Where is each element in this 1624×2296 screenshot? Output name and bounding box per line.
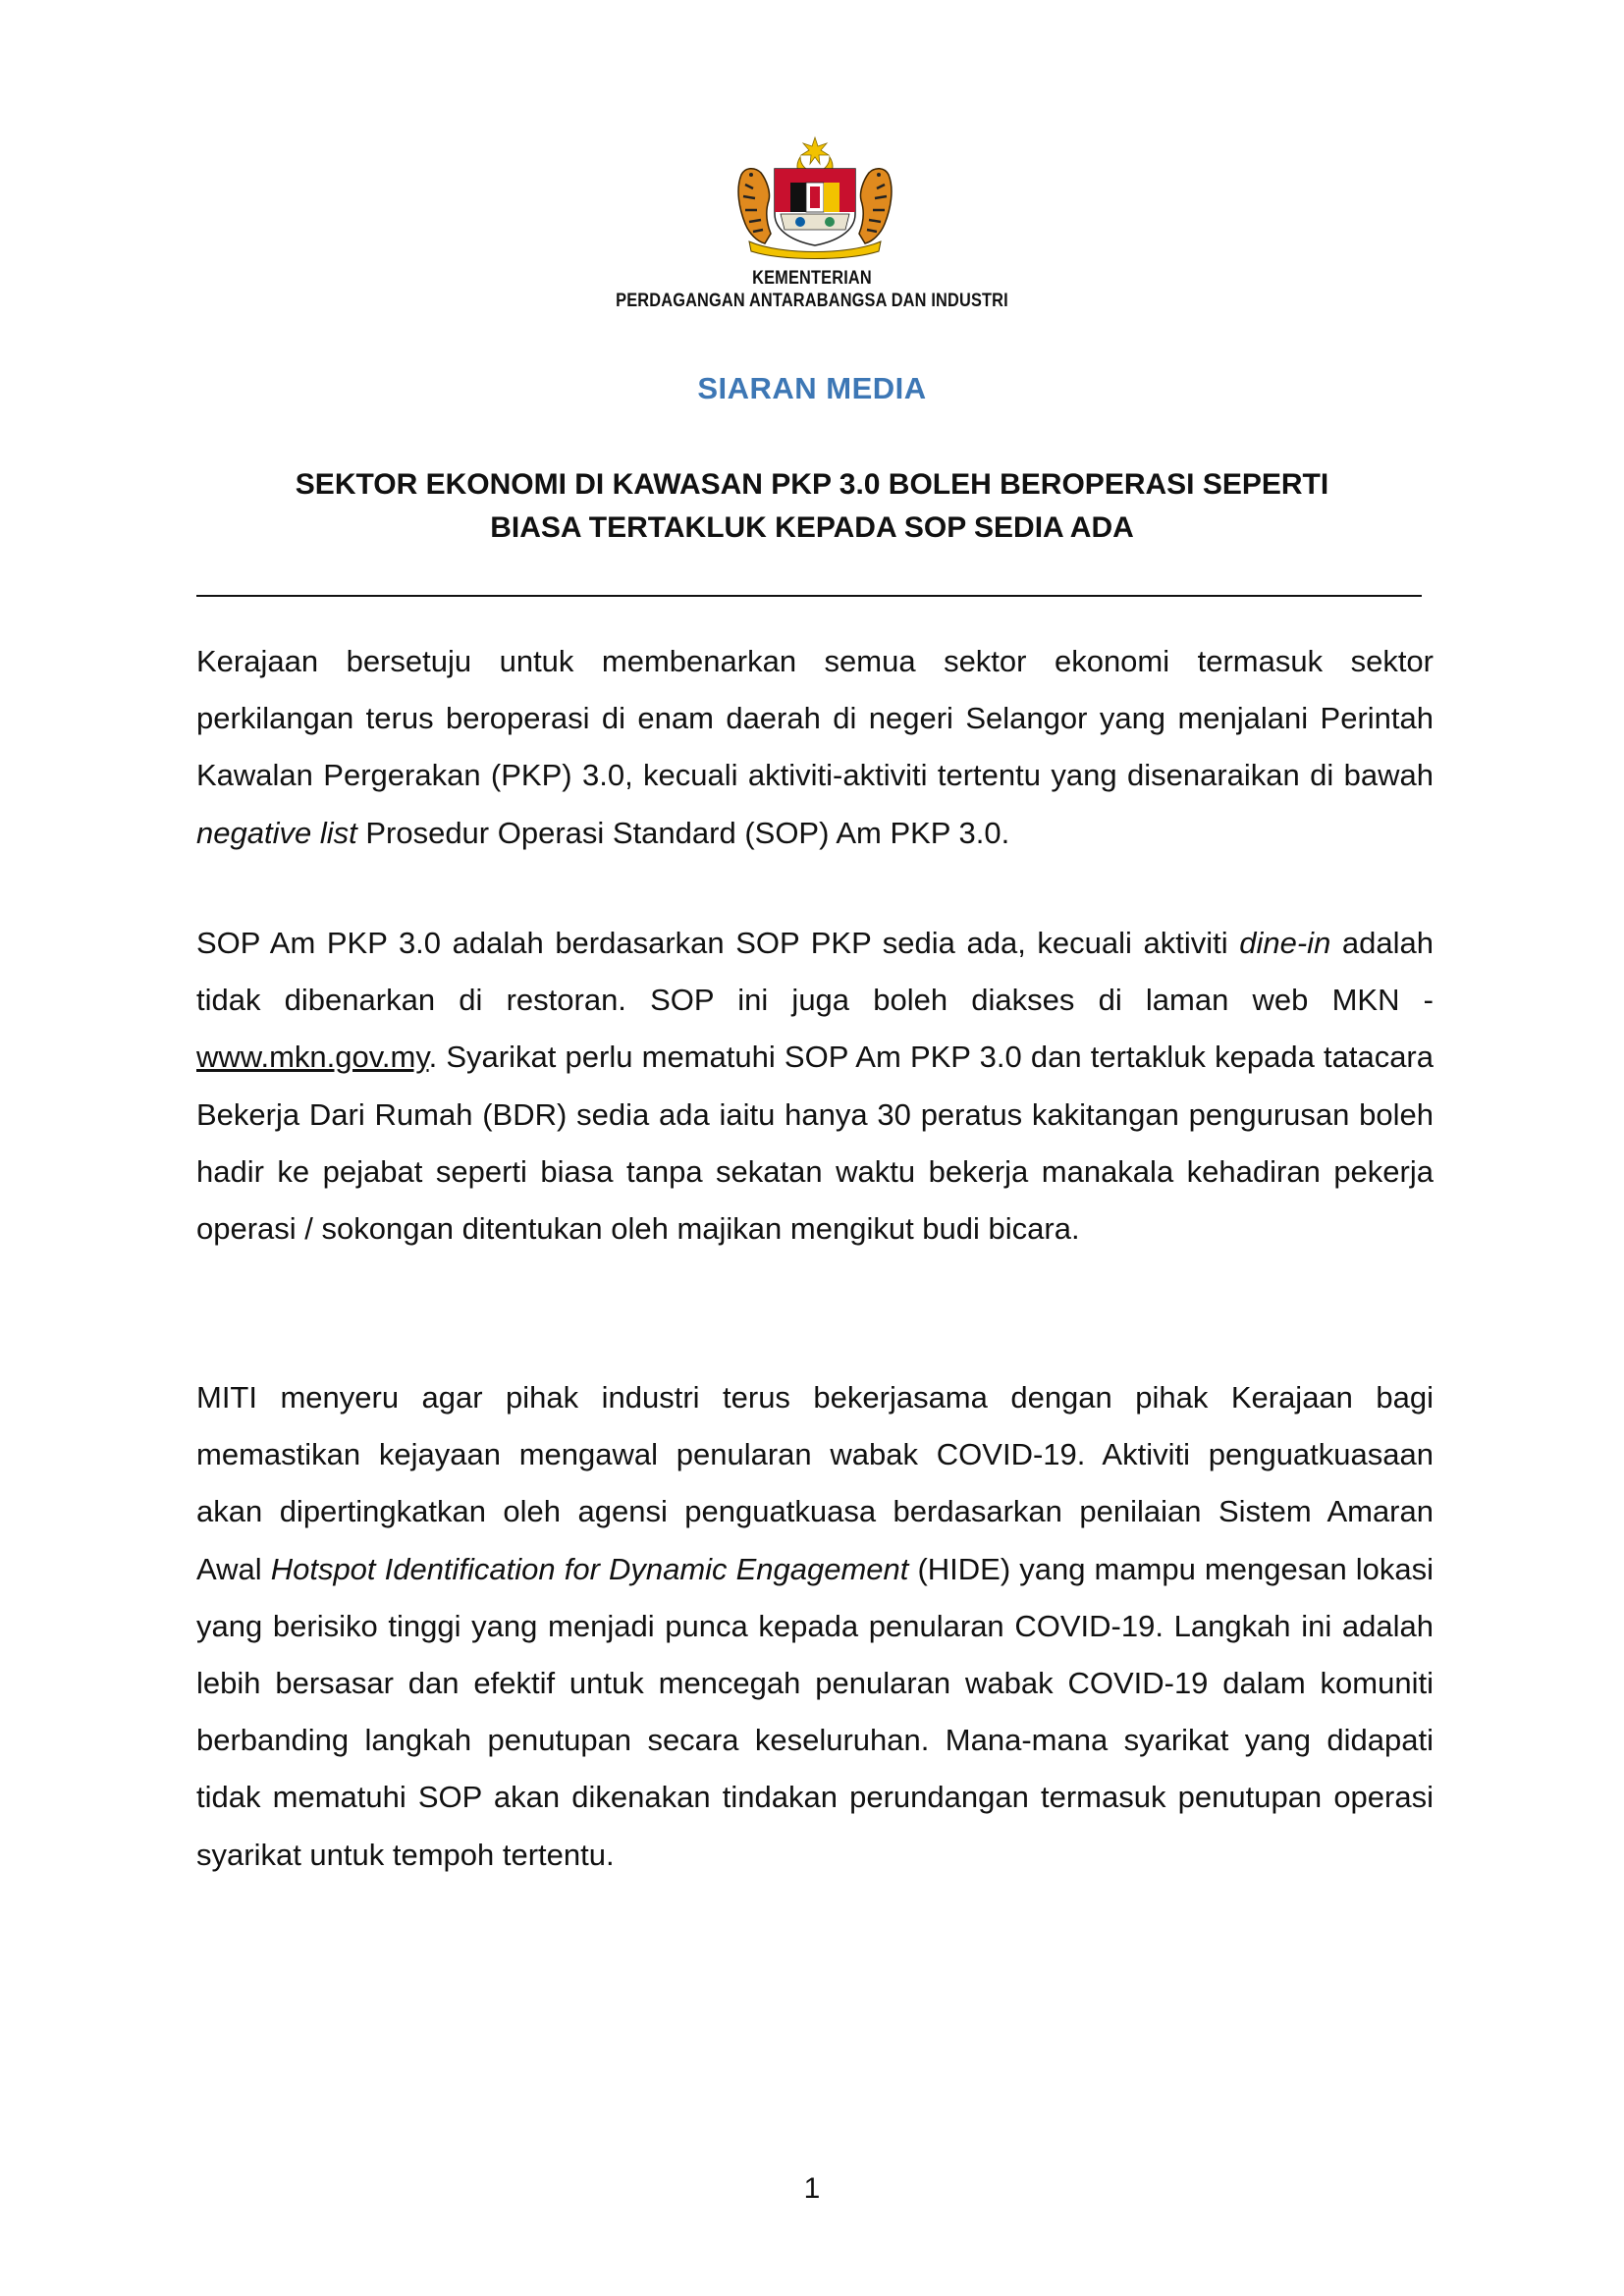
page-number: 1 (803, 2172, 821, 2205)
paragraph-2 (196, 915, 1434, 1257)
agency-line-1: KEMENTERIAN (752, 268, 872, 289)
press-release-title (196, 463, 1428, 550)
title-line-1: SEKTOR EKONOMI DI KAWASAN PKP 3.0 BOLEH BEROPERASI SEPERTI (295, 468, 1329, 501)
paragraph-1 (196, 633, 1434, 862)
title-divider (196, 595, 1422, 597)
paragraph-3 (196, 1369, 1434, 1884)
paragraph-1-text-end: Prosedur Operasi Standard (SOP) Am PKP 3.0. (356, 815, 1010, 850)
malaysia-coat-of-arms-icon (731, 135, 898, 261)
paragraph-2-text-end: . Syarikat perlu mematuhi SOP Am PKP 3.0 dan tertakluk kepada tatacara Bekerja Dari Rumah (BDR) sedia ada iaitu hanya 30 peratus kakitangan pengurusan boleh hadir ke pejabat seperti biasa tanpa sekatan waktu bekerja manakala kehadiran pekerja operasi / sokongan ditentukan oleh majikan mengikut budi bicara. (196, 1040, 1434, 1247)
paragraph-2-text-mid: adalah tidak dibenarkan di restoran. SOP ini juga boleh diakses di laman web MKN - (196, 926, 1434, 1018)
media-release-label: SIARAN MEDIA (697, 371, 927, 405)
paragraph-1-text: Kerajaan bersetuju untuk membenarkan semua sektor ekonomi termasuk sektor perkilangan terus beroperasi di enam daerah di negeri Selangor yang menjalani Perintah Kawalan Pergerakan (PKP) 3.0, kecuali aktiviti-aktiviti tertentu yang disenaraikan di bawah (196, 644, 1434, 793)
paragraph-2-text: SOP Am PKP 3.0 adalah berdasarkan SOP PKP sedia ada, kecuali aktiviti (196, 926, 1240, 960)
mkn-website-link[interactable]: www.mkn.gov.my (196, 1040, 429, 1075)
paragraph-3-text: MITI menyeru agar pihak industri terus bekerjasama dengan pihak Kerajaan bagi memastikan kejayaan mengawal penularan wabak COVID-19. Aktiviti penguatkuasaan akan dipertingkatkan oleh agensi penguatkuasa berdasarkan penilaian Sistem Amaran Awal (196, 1380, 1434, 1586)
paragraph-3-italic: Hotspot Identification for Dynamic Engagement (270, 1551, 909, 1586)
paragraph-2-italic: dine-in (1239, 926, 1331, 960)
agency-line-2: PERDAGANGAN ANTARABANGSA DAN INDUSTRI (616, 291, 1008, 311)
agency-name (559, 267, 1065, 312)
title-line-2: BIASA TERTAKLUK KEPADA SOP SEDIA ADA (490, 511, 1134, 544)
paragraph-3-text-end: (HIDE) yang mampu mengesan lokasi yang berisiko tinggi yang menjadi punca kepada penularan COVID-19. Langkah ini adalah lebih bersasar dan efektif untuk mencegah penularan wabak COVID-19 dalam komuniti berbanding langkah penutupan secara keseluruhan. Mana-mana syarikat yang didapati tidak mematuhi SOP akan dikenakan tindakan perundangan termasuk penutupan operasi syarikat untuk tempoh tertentu. (196, 1551, 1435, 1872)
paragraph-1-italic: negative list (196, 815, 357, 850)
